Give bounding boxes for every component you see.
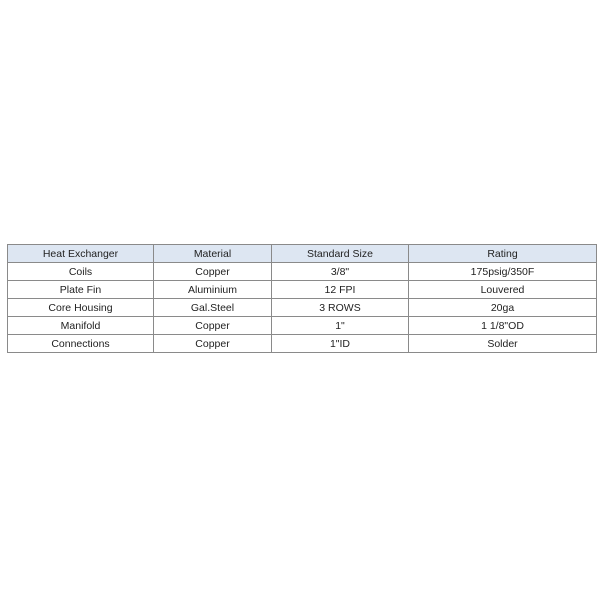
table-cell: Louvered [409,281,597,299]
table-header [8,245,597,263]
header-heat-exchanger: Heat Exchanger [8,245,154,263]
header-material: Material [154,245,272,263]
heat-exchanger-spec-table [7,244,597,353]
table-cell: 20ga [409,299,597,317]
table-body [8,263,597,353]
table-cell: Aluminium [154,281,272,299]
table-cell: 3/8" [272,263,409,281]
header-row [8,245,597,263]
table-row [8,299,597,317]
table-cell: 12 FPI [272,281,409,299]
table-cell: Copper [154,317,272,335]
table-cell: Plate Fin [8,281,154,299]
table-cell: Core Housing [8,299,154,317]
table-cell: 1"ID [272,335,409,353]
table-cell: Copper [154,263,272,281]
table-cell: 1" [272,317,409,335]
table-cell: Copper [154,335,272,353]
table-cell: 3 ROWS [272,299,409,317]
table-row [8,335,597,353]
header-rating: Rating [409,245,597,263]
table-row [8,263,597,281]
table-cell: Gal.Steel [154,299,272,317]
table-row [8,317,597,335]
table-row [8,281,597,299]
header-standard-size: Standard Size [272,245,409,263]
table-cell: Connections [8,335,154,353]
table-cell: Solder [409,335,597,353]
table-cell: 1 1/8"OD [409,317,597,335]
table-cell: 175psig/350F [409,263,597,281]
table-cell: Manifold [8,317,154,335]
table-cell: Coils [8,263,154,281]
